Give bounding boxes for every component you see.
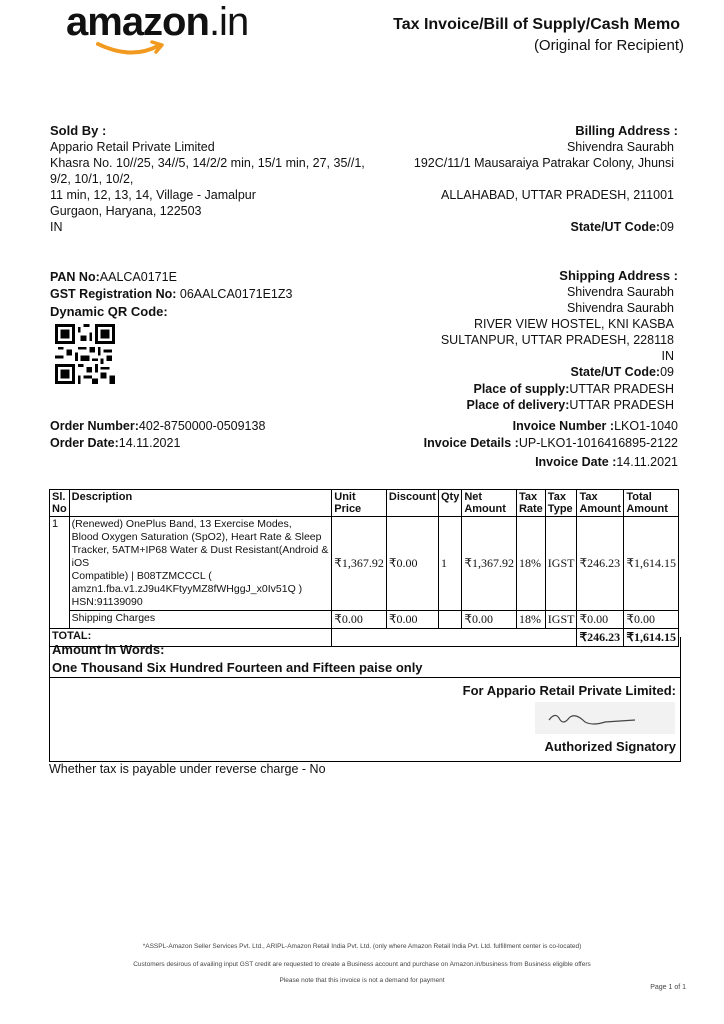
order-number: [50, 419, 265, 433]
row-unit-price: ₹1,367.92: [332, 517, 387, 611]
col-discount: Discount: [386, 490, 438, 517]
shipping-tax-type: IGST: [545, 611, 577, 629]
invoice-title: Tax Invoice/Bill of Supply/Cash Memo: [393, 16, 680, 33]
invoice-details: [424, 436, 678, 450]
amount-words-value: One Thousand Six Hundred Fourteen and Fifteen paise only: [52, 660, 423, 675]
shipping-address-3: IN: [661, 349, 674, 363]
table-row-shipping: [50, 611, 679, 629]
shipping-address-2: SULTANPUR, UTTAR PRADESH, 228118: [440, 333, 674, 347]
gst-label: GST Registration No:: [50, 287, 177, 301]
billing-block: [354, 139, 674, 203]
col-description: Description: [69, 490, 332, 517]
order-number-value: 402-8750000-0509138: [138, 419, 266, 433]
invoice-subtitle: (Original for Recipient): [533, 37, 684, 54]
billing-address-1: 192C/11/1 Mausaraiya Patrakar Colony, Jhunsi: [413, 156, 674, 170]
order-date: [50, 436, 180, 450]
shipping-tax-amount: ₹0.00: [577, 611, 624, 629]
col-sl: Sl. No: [50, 490, 70, 517]
qr-label: Dynamic QR Code:: [50, 304, 168, 319]
pan-value: AALCA0171E: [99, 270, 177, 284]
delivery-label: Place of delivery:: [466, 398, 570, 412]
col-tax-amount: Tax Amount: [577, 490, 624, 517]
invoice-date-label: Invoice Date :: [535, 455, 617, 469]
col-net-amount: Net Amount: [462, 490, 517, 517]
shipping-tax-rate: 18%: [516, 611, 545, 629]
supply-value: UTTAR PRADESH: [569, 382, 674, 396]
footer-line-1: *ASSPL-Amazon Seller Services Pvt. Ltd., ARIPL-Amazon Retail India Pvt. Ltd. (only where Amazon Retail India Pvt. Ltd. fulfillment center is co-located): [142, 943, 582, 950]
total-amount: ₹1,614.15: [624, 629, 679, 647]
shipping-qty: [438, 611, 461, 629]
pan-line: [50, 270, 177, 284]
billing-name: Shivendra Saurabh: [566, 140, 674, 154]
shipping-state-label: State/UT Code:: [570, 365, 661, 379]
row-tax-type: IGST: [545, 517, 577, 611]
shipping-state: [571, 365, 675, 379]
sold-by-heading: Sold By :: [50, 123, 107, 138]
signature-icon: [535, 702, 675, 734]
invoice-number-value: LKO1-1040: [614, 419, 678, 433]
shipping-unit-price: ₹0.00: [332, 611, 387, 629]
description-line-5: amzn1.fba.v1.zJ9u4KFtyyMZ8fWHggJ_x0Iv51Q ): [71, 583, 303, 595]
words-divider: [49, 677, 681, 678]
row-tax-rate: 18%: [516, 517, 545, 611]
order-date-label: Order Date:: [50, 436, 119, 450]
invoice-number-label: Invoice Number :: [512, 419, 615, 433]
gst-value: 06AALCA0171E1Z3: [179, 287, 293, 301]
table-header-row: [50, 490, 679, 517]
supply-label: Place of supply:: [473, 382, 570, 396]
seller-address-1: Khasra No. 10//25, 34//5, 14/2/2 min, 15/1 min, 27, 35//1, 9/2, 10/1, 10/2,: [50, 156, 365, 186]
shipping-net-amount: ₹0.00: [462, 611, 517, 629]
shipping-total: ₹0.00: [624, 611, 679, 629]
shipping-charges-label: Shipping Charges: [69, 611, 332, 629]
seller-address-2: 11 min, 12, 13, 14, Village - Jamalpur: [50, 188, 256, 202]
invoice-number: [513, 419, 678, 433]
table-row: [50, 517, 679, 611]
invoice-date: [535, 455, 678, 469]
shipping-address-1: RIVER VIEW HOSTEL, KNI KASBA: [473, 317, 674, 331]
logo-brand: amazon: [66, 0, 209, 44]
qr-code-icon: [55, 324, 115, 384]
row-description: [69, 517, 332, 611]
delivery-value: UTTAR PRADESH: [569, 398, 674, 412]
place-of-supply: [474, 382, 675, 396]
invoice-details-label: Invoice Details :: [423, 436, 519, 450]
invoice-details-value: UP-LKO1-1016416895-2122: [518, 436, 678, 450]
total-tax: ₹246.23: [577, 629, 624, 647]
description-line-4: Compatible) | B08TZMCCCL (: [71, 570, 212, 582]
billing-state-label: State/UT Code:: [570, 220, 661, 234]
row-tax-amount: ₹246.23: [577, 517, 624, 611]
billing-state-code: 09: [660, 220, 674, 234]
billing-address-2: [354, 171, 674, 187]
shipping-name-2: Shivendra Saurabh: [566, 301, 674, 315]
order-number-label: Order Number:: [50, 419, 139, 433]
amazon-smile-icon: [96, 38, 166, 58]
footer-line-3: Please note that this invoice is not a demand for payment: [279, 977, 445, 984]
billing-address-3: ALLAHABAD, UTTAR PRADESH, 211001: [441, 188, 674, 202]
row-sl: 1: [50, 517, 70, 629]
row-net-amount: ₹1,367.92: [462, 517, 517, 611]
row-total: ₹1,614.15: [624, 517, 679, 611]
seller-name: Appario Retail Private Limited: [50, 140, 215, 154]
description-line-1: (Renewed) OnePlus Band, 13 Exercise Modes,: [71, 518, 292, 530]
footer-line-2: Customers desirous of availing input GST credit are requested to create a Business account and purchase on Amazon.in/business from Business eligible offers: [133, 961, 591, 968]
billing-state: [571, 220, 675, 234]
order-date-value: 14.11.2021: [118, 436, 181, 450]
shipping-discount: ₹0.00: [386, 611, 438, 629]
col-total-amount: Total Amount: [624, 490, 679, 517]
shipping-name-1: Shivendra Saurabh: [566, 285, 674, 299]
place-of-delivery: [467, 398, 674, 412]
signature-image: [535, 702, 675, 734]
row-discount: ₹0.00: [386, 517, 438, 611]
shipping-block: [344, 284, 674, 364]
pan-label: PAN No:: [50, 270, 100, 284]
total-label: TOTAL:: [50, 629, 332, 647]
description-line-2: Blood Oxygen Saturation (SpO2), Heart Rate & Sleep: [71, 531, 322, 543]
description-line-3: Tracker, 5ATM+IP68 Water & Dust Resistant(Android & iOS: [71, 544, 329, 569]
seller-address-4: IN: [50, 220, 63, 234]
shipping-state-code: 09: [660, 365, 674, 379]
authorized-signatory: Authorized Signatory: [544, 739, 676, 754]
row-qty: 1: [438, 517, 461, 611]
logo-tld: .in: [208, 0, 249, 44]
col-tax-rate: Tax Rate: [516, 490, 545, 517]
seller-block: [50, 139, 370, 235]
col-qty: Qty: [438, 490, 461, 517]
reverse-charge-note: Whether tax is payable under reverse charge - No: [49, 762, 326, 776]
invoice-date-value: 14.11.2021: [616, 455, 678, 469]
amount-words-label: Amount in Words:: [52, 642, 165, 657]
col-tax-type: Tax Type: [545, 490, 577, 517]
items-table: [49, 489, 679, 647]
billing-heading: Billing Address :: [575, 123, 678, 138]
seller-address-3: Gurgaon, Haryana, 122503: [50, 204, 202, 218]
description-line-6: HSN:91139090: [71, 596, 143, 608]
shipping-heading: Shipping Address :: [559, 268, 678, 283]
col-unit-price: Unit Price: [332, 490, 387, 517]
for-company-label: For Appario Retail Private Limited:: [462, 683, 676, 698]
gst-line: [50, 287, 292, 301]
page-number: Page 1 of 1: [650, 984, 686, 991]
